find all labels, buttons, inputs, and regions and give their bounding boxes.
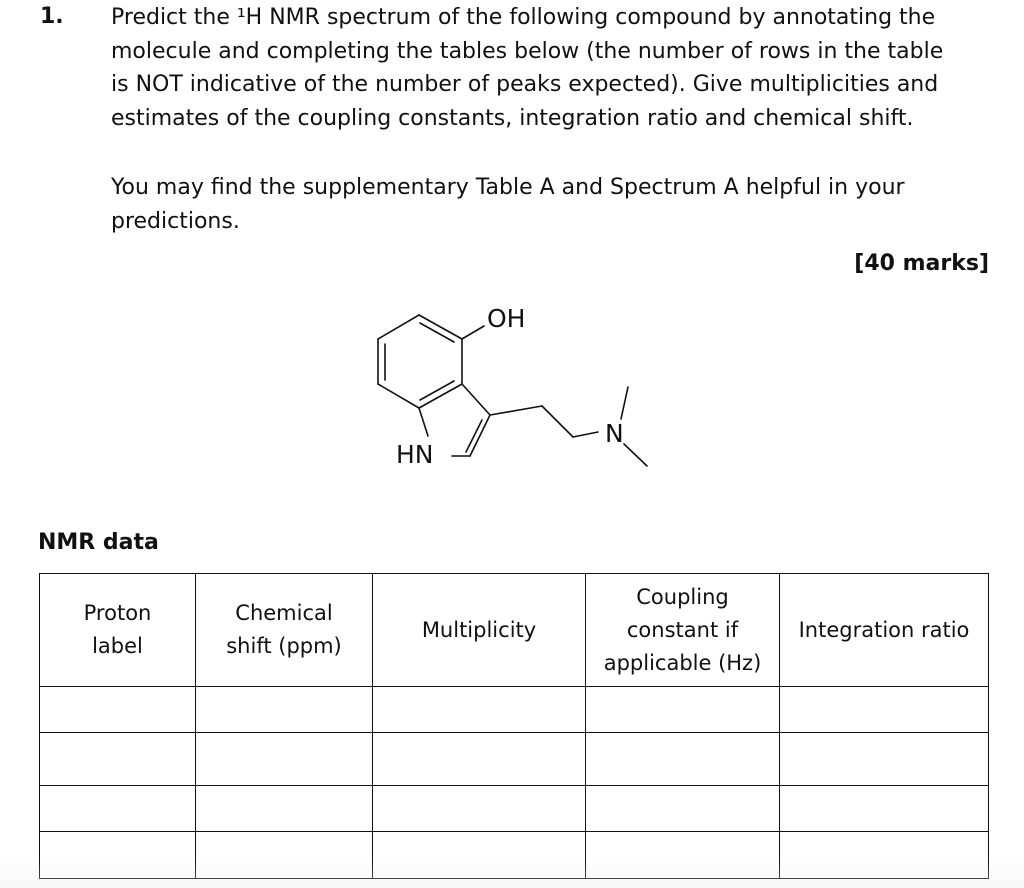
bond-oh <box>462 326 484 339</box>
proton-label-cell[interactable] <box>40 832 196 879</box>
instruction-line: Predict the ¹H NMR spectrum of the following compound by annotating the <box>111 5 936 30</box>
coupling-constant-cell[interactable] <box>586 786 780 832</box>
proton-label-cell[interactable] <box>40 687 196 733</box>
question-number: 1. <box>40 4 64 29</box>
bond <box>378 384 419 408</box>
chemical-shift-cell[interactable] <box>196 733 373 786</box>
integration-ratio-cell[interactable] <box>780 786 989 832</box>
header-multiplicity: Multiplicity <box>373 574 586 687</box>
chemical-shift-cell[interactable] <box>196 786 373 832</box>
nmr-data-table <box>39 573 989 879</box>
multiplicity-cell[interactable] <box>373 786 586 832</box>
multiplicity-cell[interactable] <box>373 733 586 786</box>
coupling-constant-cell[interactable] <box>586 832 780 879</box>
multiplicity-cell[interactable] <box>373 687 586 733</box>
chemical-shift-cell[interactable] <box>196 687 373 733</box>
table-row <box>40 687 989 733</box>
note-line: You may find the supplementary Table A and Spectrum A helpful in your <box>111 175 905 200</box>
bond <box>542 406 573 437</box>
note-line: predictions. <box>111 208 240 234</box>
bond <box>462 384 490 415</box>
bond <box>624 444 647 466</box>
table-row <box>40 733 989 786</box>
table-row <box>40 832 989 879</box>
integration-ratio-cell[interactable] <box>780 687 989 733</box>
marks-label: [40 marks] <box>854 251 989 276</box>
nmr-section-title: NMR data <box>38 530 159 555</box>
proton-label-cell[interactable] <box>40 733 196 786</box>
coupling-constant-cell[interactable] <box>586 733 780 786</box>
table-row <box>40 786 989 832</box>
instruction-line: is NOT indicative of the number of peaks expected). Give multiplicities and <box>111 72 939 97</box>
question-instructions <box>111 1 989 135</box>
hn-label: HN <box>396 440 434 469</box>
bond <box>621 387 628 419</box>
bond <box>573 432 598 437</box>
bond <box>419 408 428 436</box>
coupling-constant-cell[interactable] <box>586 687 780 733</box>
bond <box>490 406 542 415</box>
bond <box>378 315 419 339</box>
table-header-row <box>40 574 989 687</box>
oh-label: OH <box>487 304 526 333</box>
header-coupling-constant: Coupling constant if applicable (Hz) <box>586 574 780 687</box>
header-integration-ratio: Integration ratio <box>780 574 989 687</box>
bond <box>470 415 490 456</box>
header-proton-label: Proton label <box>40 574 196 687</box>
instruction-line: estimates of the coupling constants, integration ratio and chemical shift. <box>111 105 914 131</box>
supplementary-note <box>111 171 989 238</box>
integration-ratio-cell[interactable] <box>780 832 989 879</box>
multiplicity-cell[interactable] <box>373 832 586 879</box>
integration-ratio-cell[interactable] <box>780 733 989 786</box>
bond <box>419 315 462 339</box>
bond <box>419 384 462 408</box>
proton-label-cell[interactable] <box>40 786 196 832</box>
molecule-structure <box>370 296 660 481</box>
chemical-shift-cell[interactable] <box>196 832 373 879</box>
header-chemical-shift: Chemical shift (ppm) <box>196 574 373 687</box>
n-label: N <box>605 419 624 448</box>
instruction-line: molecule and completing the tables below (the number of rows in the table <box>111 38 944 64</box>
